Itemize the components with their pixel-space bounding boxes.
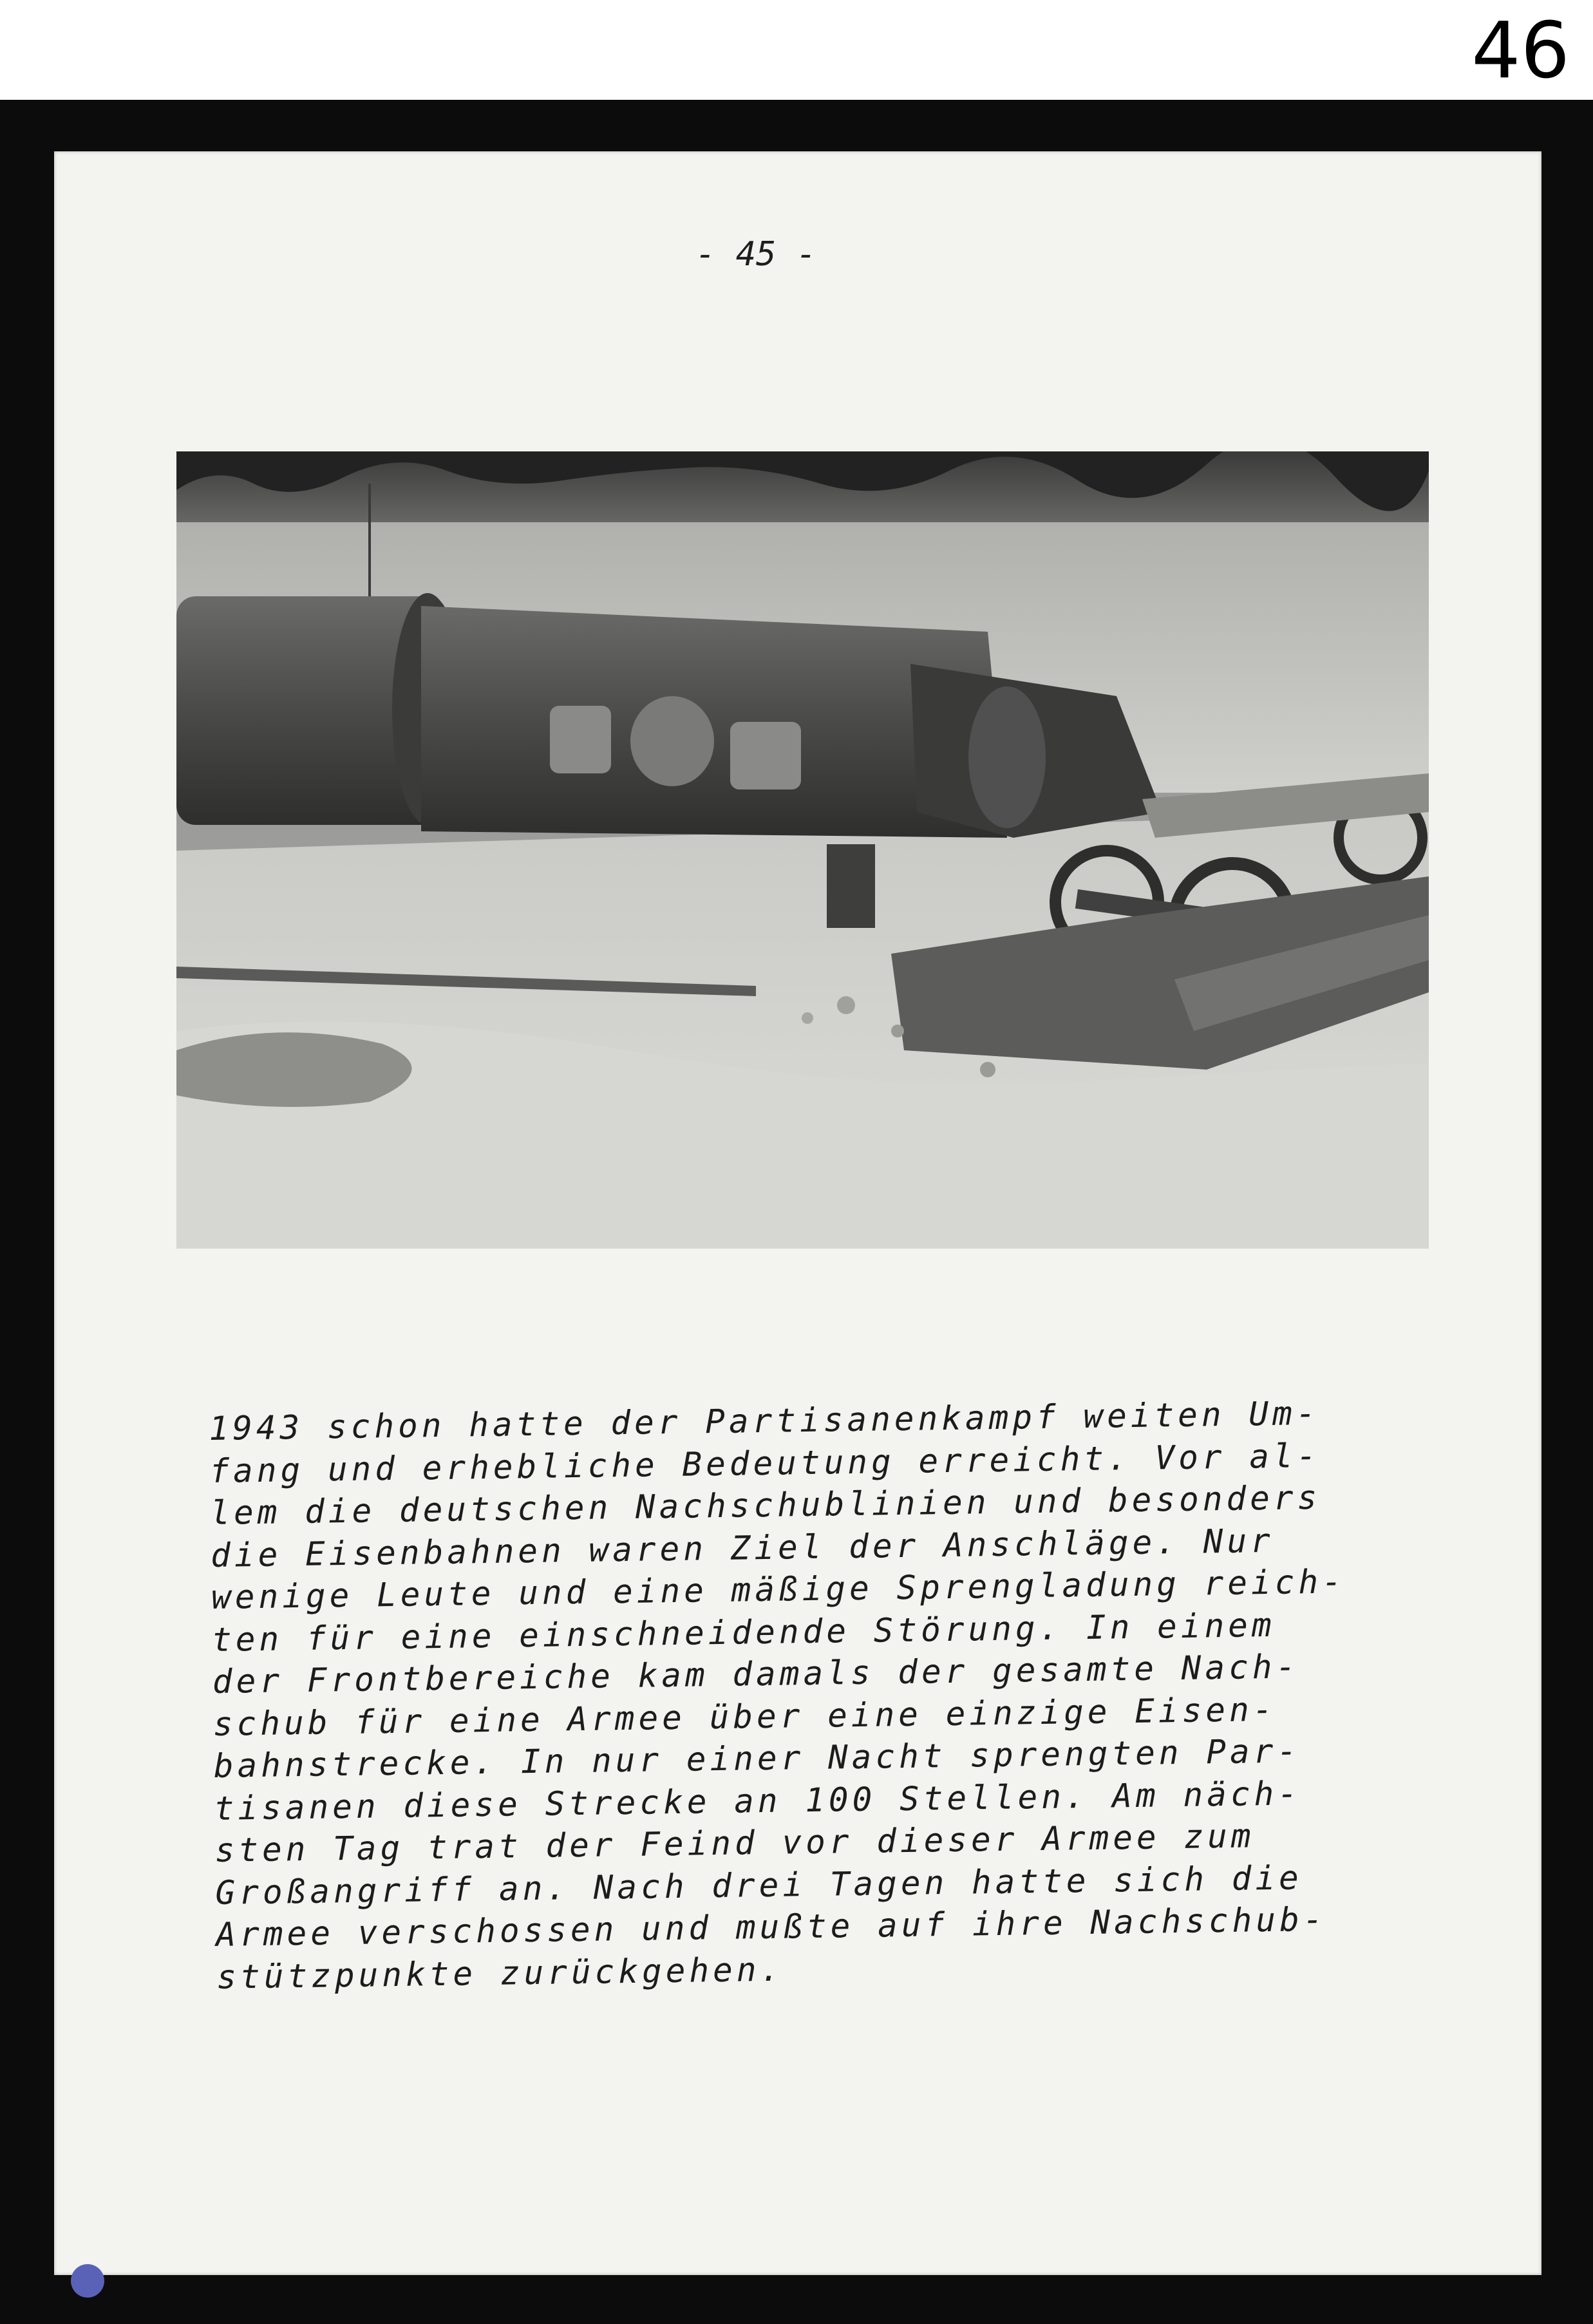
text-line: lem die deutschen Nachschublinien und besonders [209,1478,1321,1533]
text-line: tisanen diese Strecke an 100 Stellen. Am näch- [214,1774,1302,1828]
scanner-marker-dot [71,2264,104,2298]
text-line: 1943 schon hatte der Partisanenkampf weiten Um- [209,1394,1320,1448]
scan-frame-number: 46 [1471,6,1570,96]
locomotive-photo [176,451,1429,1249]
text-line: Großangriff an. Nach drei Tagen hatte sich die [215,1858,1303,1913]
derailed-locomotive-image [176,451,1429,1249]
text-line: wenige Leute und eine mäßige Sprengladung reich- [211,1563,1346,1617]
document-page [54,151,1541,2275]
text-line: der Frontbereiche kam damals der gesamte Nach- [212,1648,1300,1701]
text-line: Armee verschossen und mußte auf ihre Nachschub- [216,1900,1327,1954]
text-line: ten für eine einschneidende Störung. In einem [211,1606,1276,1659]
text-line: bahnstrecke. In nur einer Nacht sprengten Par- [213,1732,1301,1786]
body-paragraph [209,1390,1511,1999]
text-line: fang und erhebliche Bedeutung erreicht. Vor al- [209,1437,1321,1491]
text-line: sten Tag trat der Feind vor dieser Armee zum [214,1817,1255,1870]
text-line: die Eisenbahnen waren Ziel der Anschläge. Nur [210,1522,1275,1575]
page-number: - 45 - [695,235,816,274]
text-line: stützpunkte zurückgehen. [216,1951,784,1997]
text-line: schub für eine Armee über eine einzige Eisen- [212,1690,1277,1744]
